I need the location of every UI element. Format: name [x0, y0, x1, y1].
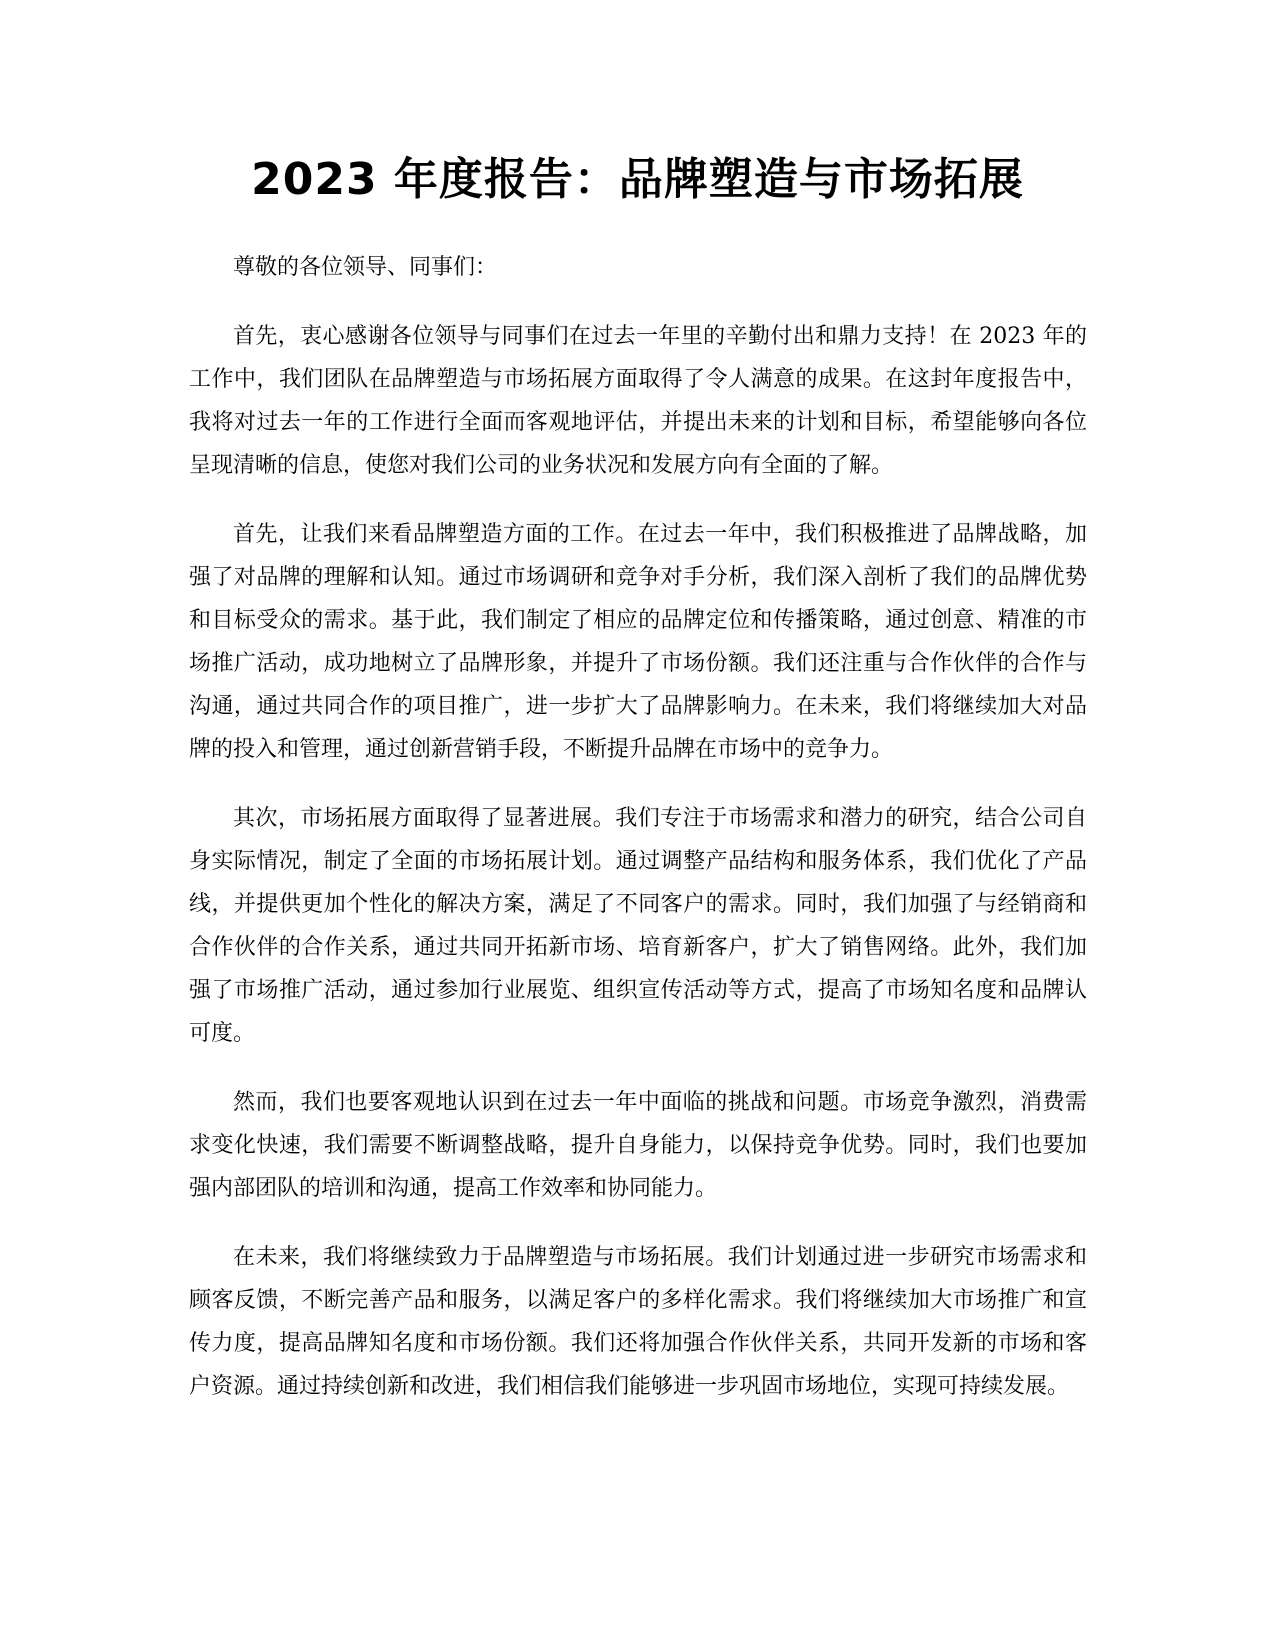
paragraph-market-expansion: 其次，市场拓展方面取得了显著进展。我们专注于市场需求和潜力的研究，结合公司自身实际情况，制定了全面的市场拓展计划。通过调整产品结构和服务体系，我们优化了产品线，并提供更加个性化的解决方案，满足了不同客户的需求。同时，我们加强了与经销商和合作伙伴的合作关系，通过共同开拓新市场、培育新客户，扩大了销售网络。此外，我们加强了市场推广活动，通过参加行业展览、组织宣传活动等方式，提高了市场知名度和品牌认可度。: [189, 806, 1087, 1046]
paragraph-salutation: 尊敬的各位领导、同事们：: [233, 255, 498, 280]
paragraph-brand-building: 首先，让我们来看品牌塑造方面的工作。在过去一年中，我们积极推进了品牌战略，加强了对品牌的理解和认知。通过市场调研和竞争对手分析，我们深入剖析了我们的品牌优势和目标受众的需求。基于此，我们制定了相应的品牌定位和传播策略，通过创意、精准的市场推广活动，成功地树立了品牌形象，并提升了市场份额。我们还注重与合作伙伴的合作与沟通，通过共同合作的项目推广，进一步扩大了品牌影响力。在未来，我们将继续加大对品牌的投入和管理，通过创新营销手段，不断提升品牌在市场中的竞争力。: [189, 522, 1087, 762]
document-title: 2023 年度报告：品牌塑造与市场拓展: [251, 154, 1024, 205]
paragraph-future-plans: 在未来，我们将继续致力于品牌塑造与市场拓展。我们计划通过进一步研究市场需求和顾客反馈，不断完善产品和服务，以满足客户的多样化需求。我们将继续加大市场推广和宣传力度，提高品牌知名度和市场份额。我们还将加强合作伙伴关系，共同开发新的市场和客户资源。通过持续创新和改进，我们相信我们能够进一步巩固市场地位，实现可持续发展。: [189, 1245, 1087, 1399]
document-body: [189, 246, 1087, 1434]
paragraph-challenges: 然而，我们也要客观地认识到在过去一年中面临的挑战和问题。市场竞争激烈，消费需求变化快速，我们需要不断调整战略，提升自身能力，以保持竞争优势。同时，我们也要加强内部团队的培训和沟通，提高工作效率和协同能力。: [189, 1090, 1087, 1201]
paragraph-introduction: 首先，衷心感谢各位领导与同事们在过去一年里的辛勤付出和鼎力支持！在 2023 年的工作中，我们团队在品牌塑造与市场拓展方面取得了令人满意的成果。在这封年度报告中，我将对过去一年的工作进行全面而客观地评估，并提出未来的计划和目标，希望能够向各位呈现清晰的信息，使您对我们公司的业务状况和发展方向有全面的了解。: [189, 324, 1087, 478]
